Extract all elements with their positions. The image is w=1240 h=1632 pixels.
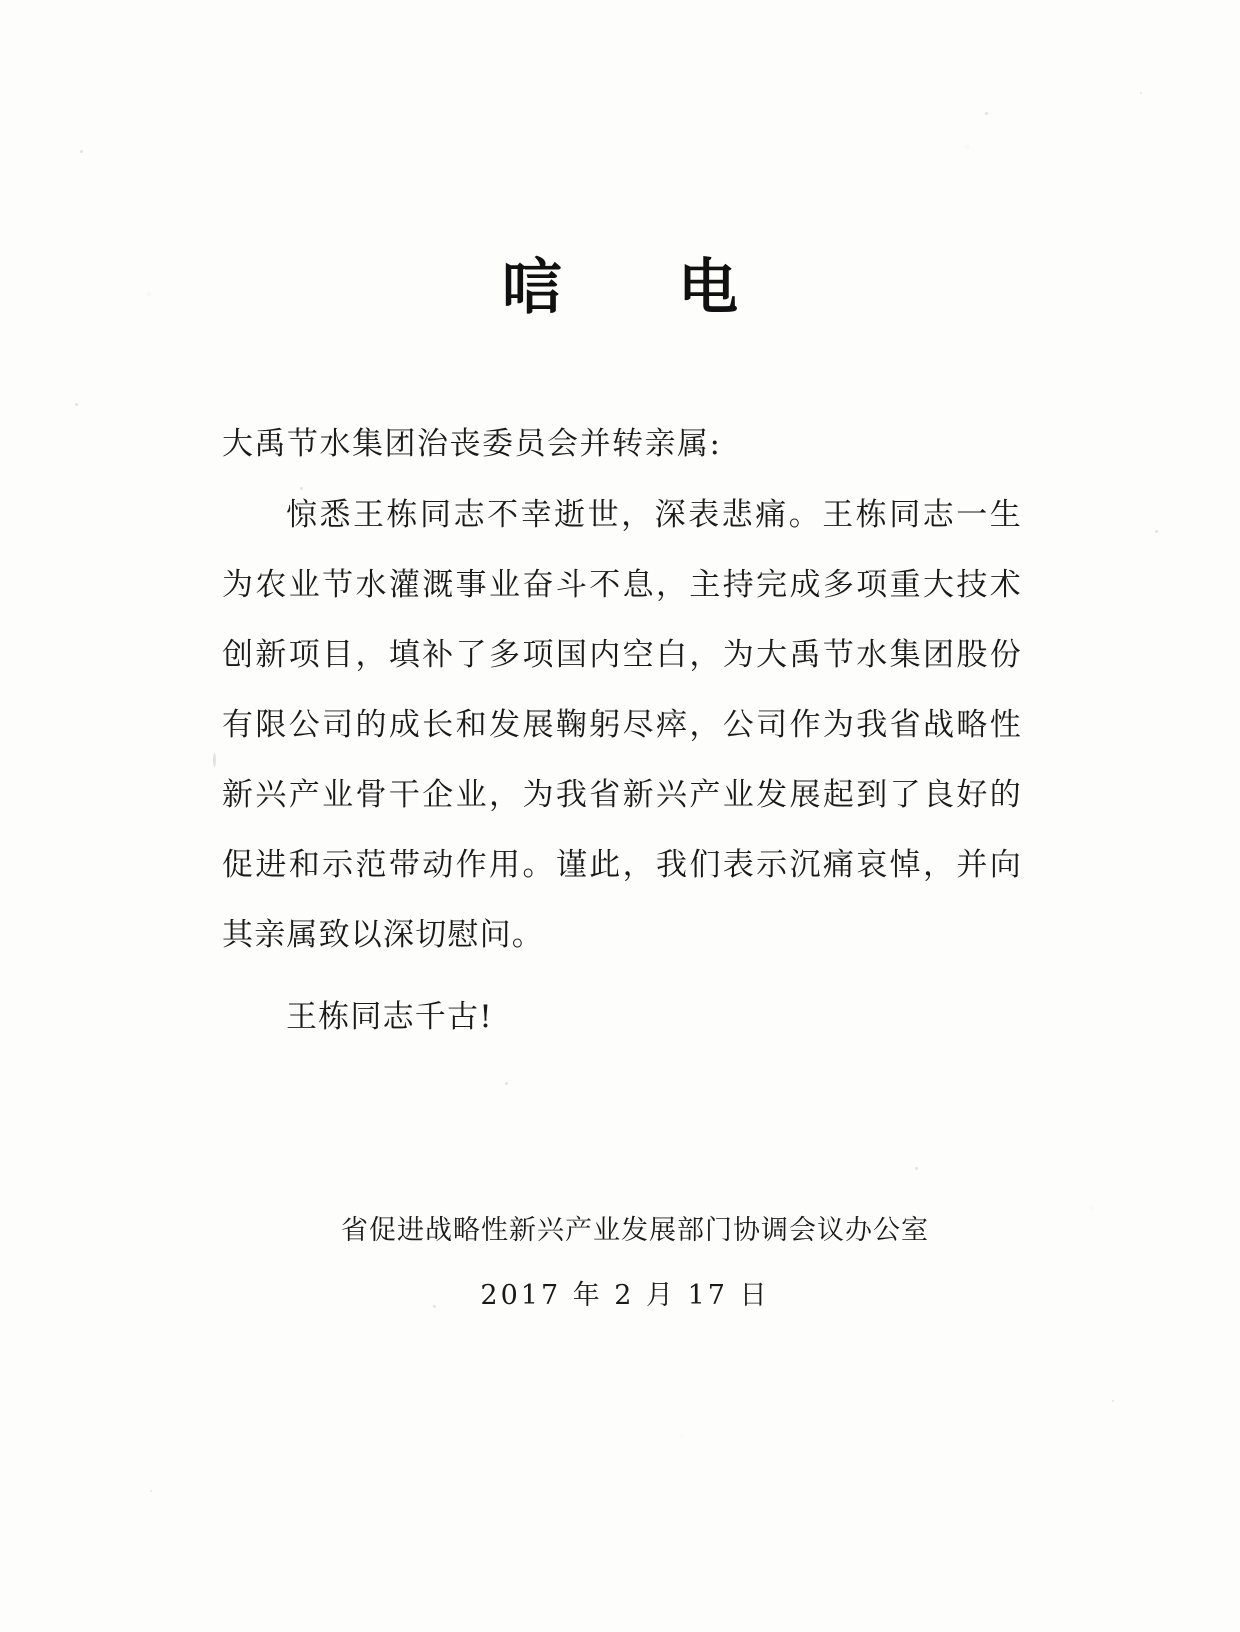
scan-speck <box>985 112 988 115</box>
scan-speck <box>213 753 216 767</box>
scan-speck <box>75 403 78 406</box>
body-paragraph-1: 惊悉王栋同志不幸逝世，深表悲痛。王栋同志一生为农业节水灌溉事业奋斗不息，主持完成多项重大技术创新项目，填补了多项国内空白，为大禹节水集团股份有限公司的成长和发展鞠躬尽瘁，公司作为我省战略性新兴产业骨干企业，为我省新兴产业发展起到了良好的促进和示范带动作用。谨此，我们表示沉痛哀悼，并向其亲属致以深切慰问。 <box>222 497 1022 953</box>
signature-block <box>0 1208 1240 1312</box>
scan-speck <box>1155 530 1158 533</box>
scan-speck <box>915 1167 918 1170</box>
scan-speck <box>1112 1400 1114 1402</box>
salutation: 大禹节水集团治丧委员会并转亲属: <box>222 426 722 462</box>
page-title: 唁 电 <box>502 253 766 323</box>
body-paragraph-2: 王栋同志千古! <box>286 999 493 1035</box>
signature-date: 2017 年 2 月 17 日 <box>480 1280 770 1311</box>
signature-organization: 省促进战略性新兴产业发展部门协调会议办公室 <box>341 1215 929 1246</box>
scan-speck <box>80 150 83 153</box>
scan-speck <box>505 1082 508 1085</box>
scan-speck <box>150 1490 152 1492</box>
scan-speck <box>1140 92 1142 94</box>
letter-body <box>222 412 1022 1052</box>
